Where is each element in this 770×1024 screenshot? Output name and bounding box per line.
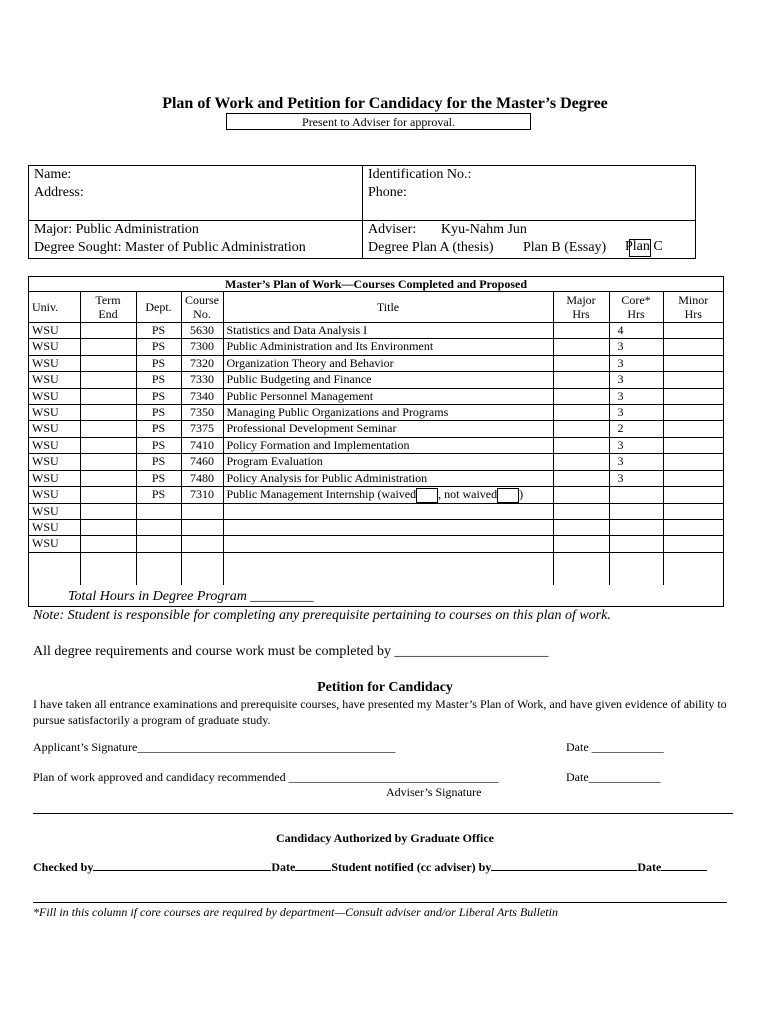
minor-hrs-cell[interactable] — [663, 323, 723, 339]
course-no-cell[interactable]: 7330 — [181, 372, 223, 388]
col-core: Core* Hrs — [609, 292, 663, 323]
course-title-cell[interactable]: Managing Public Organizations and Programs — [223, 404, 553, 420]
table-row — [29, 404, 723, 420]
footnote: *Fill in this column if core courses are required by department—Consult adviser and/or Liberal Arts Bulletin — [33, 905, 558, 919]
course-no-cell[interactable] — [181, 503, 223, 519]
total-hours[interactable]: Total Hours in Degree Program _________ — [68, 589, 314, 604]
page-title: Plan of Work and Petition for Candidacy for the Master’s Degree — [162, 95, 608, 112]
table-row — [29, 323, 723, 339]
core-hrs-cell[interactable]: 2 — [609, 421, 663, 437]
term-cell[interactable] — [80, 520, 136, 536]
univ-cell[interactable]: WSU — [29, 437, 80, 453]
core-hrs-cell[interactable]: 3 — [609, 388, 663, 404]
col-course: Course No. — [181, 292, 223, 323]
graduate-office-line — [33, 860, 707, 875]
core-hrs-cell[interactable]: 3 — [609, 372, 663, 388]
plan-of-work-table — [28, 276, 724, 607]
minor-hrs-cell[interactable] — [663, 355, 723, 371]
term-cell[interactable] — [80, 339, 136, 355]
univ-cell[interactable]: WSU — [29, 372, 80, 388]
col-major: Major Hrs — [553, 292, 609, 323]
dept-cell[interactable] — [136, 536, 181, 552]
notified-label: Student notified (cc adviser) by — [331, 860, 492, 874]
divider — [33, 813, 733, 814]
plan-c-checkbox[interactable] — [629, 239, 651, 257]
major-hrs-cell[interactable] — [553, 323, 609, 339]
applicant-date[interactable]: Date ____________ — [566, 740, 664, 754]
course-title-cell[interactable] — [223, 520, 553, 536]
petition-text: I have taken all entrance examinations and prerequisite courses, have presented my Master’s Plan of Work, and have given evidence of ability to pursue satisfactorily a program of graduate study. — [33, 697, 727, 727]
adviser-name: Kyu-Nahm Jun — [441, 222, 527, 237]
not-waived-checkbox[interactable] — [497, 488, 519, 503]
course-title-cell[interactable]: Statistics and Data Analysis I — [223, 323, 553, 339]
univ-cell[interactable]: WSU — [29, 503, 80, 519]
univ-cell[interactable]: WSU — [29, 536, 80, 552]
dept-cell[interactable]: PS — [136, 404, 181, 420]
course-no-cell[interactable]: 7480 — [181, 470, 223, 486]
id-field[interactable]: Identification No.: — [368, 167, 472, 182]
univ-cell[interactable]: WSU — [29, 520, 80, 536]
term-cell[interactable] — [80, 536, 136, 552]
course-no-cell[interactable] — [181, 520, 223, 536]
course-no-cell[interactable]: 7320 — [181, 355, 223, 371]
approval-signature[interactable]: Plan of work approved and candidacy recommended ___________________________________ — [33, 770, 499, 784]
adviser-signature-label: Adviser’s Signature — [386, 785, 482, 799]
date-b-label: Date — [637, 860, 662, 874]
adviser-label: Adviser: — [368, 222, 417, 237]
univ-cell[interactable]: WSU — [29, 470, 80, 486]
course-title-cell[interactable] — [223, 536, 553, 552]
term-cell[interactable] — [80, 372, 136, 388]
course-title-cell[interactable]: Policy Formation and Implementation — [223, 437, 553, 453]
course-title-cell[interactable]: Policy Analysis for Public Administration — [223, 470, 553, 486]
core-hrs-cell[interactable] — [609, 486, 663, 503]
table-row — [29, 339, 723, 355]
course-no-cell[interactable]: 7350 — [181, 404, 223, 420]
plan-caption: Master’s Plan of Work—Courses Completed and Proposed — [29, 277, 723, 292]
internship-close: ) — [519, 486, 524, 501]
core-hrs-cell[interactable]: 3 — [609, 339, 663, 355]
table-row — [29, 503, 723, 519]
dept-cell[interactable]: PS — [136, 323, 181, 339]
date-a-label: Date — [271, 860, 296, 874]
major-hrs-cell[interactable] — [553, 404, 609, 420]
major-hrs-cell[interactable] — [553, 503, 609, 519]
minor-hrs-cell[interactable] — [663, 536, 723, 552]
univ-cell[interactable]: WSU — [29, 404, 80, 420]
course-title-cell[interactable] — [223, 486, 553, 503]
dept-cell[interactable]: PS — [136, 372, 181, 388]
term-cell[interactable] — [80, 421, 136, 437]
minor-hrs-cell[interactable] — [663, 437, 723, 453]
univ-cell[interactable]: WSU — [29, 323, 80, 339]
col-univ: Univ. — [29, 292, 80, 323]
dept-cell[interactable] — [136, 520, 181, 536]
dept-cell[interactable]: PS — [136, 437, 181, 453]
term-cell[interactable] — [80, 470, 136, 486]
table-row — [29, 536, 723, 552]
minor-hrs-cell[interactable] — [663, 470, 723, 486]
course-title-cell[interactable]: Public Administration and Its Environment — [223, 339, 553, 355]
col-minor: Minor Hrs — [663, 292, 723, 323]
plan-a-option[interactable]: Degree Plan A (thesis) — [368, 240, 494, 255]
major-hrs-cell[interactable] — [553, 388, 609, 404]
univ-cell[interactable]: WSU — [29, 355, 80, 371]
dept-cell[interactable]: PS — [136, 470, 181, 486]
table-row — [29, 437, 723, 453]
date-b-field[interactable] — [661, 870, 707, 871]
table-row — [29, 520, 723, 536]
course-title-cell[interactable]: Public Personnel Management — [223, 388, 553, 404]
completion-deadline[interactable]: All degree requirements and course work must be completed by ______________________ — [33, 644, 549, 659]
table-row — [29, 470, 723, 486]
term-cell[interactable] — [80, 437, 136, 453]
major-hrs-cell[interactable] — [553, 454, 609, 470]
minor-hrs-cell[interactable] — [663, 520, 723, 536]
dept-cell[interactable]: PS — [136, 388, 181, 404]
core-hrs-cell[interactable]: 4 — [609, 323, 663, 339]
major-hrs-cell[interactable] — [553, 470, 609, 486]
checked-by-field[interactable] — [93, 870, 271, 871]
notified-field[interactable] — [491, 870, 637, 871]
term-cell[interactable] — [80, 503, 136, 519]
minor-hrs-cell[interactable] — [663, 421, 723, 437]
course-no-cell[interactable]: 7340 — [181, 388, 223, 404]
term-cell[interactable] — [80, 454, 136, 470]
table-row — [29, 486, 723, 503]
minor-hrs-cell[interactable] — [663, 339, 723, 355]
subtitle-box: Present to Adviser for approval. — [226, 113, 531, 130]
course-no-cell[interactable]: 7410 — [181, 437, 223, 453]
table-row — [29, 355, 723, 371]
student-info-box — [28, 165, 696, 259]
plan-c-label: Plan C — [625, 239, 663, 254]
core-hrs-cell[interactable]: 3 — [609, 404, 663, 420]
minor-hrs-cell[interactable] — [663, 372, 723, 388]
term-cell[interactable] — [80, 486, 136, 503]
petition-heading: Petition for Candidacy — [317, 680, 453, 695]
course-no-cell[interactable]: 7375 — [181, 421, 223, 437]
core-hrs-cell[interactable] — [609, 536, 663, 552]
course-title-cell[interactable]: Professional Development Seminar — [223, 421, 553, 437]
major-hrs-cell[interactable] — [553, 372, 609, 388]
univ-cell[interactable]: WSU — [29, 339, 80, 355]
dept-cell[interactable]: PS — [136, 486, 181, 503]
term-cell[interactable] — [80, 388, 136, 404]
minor-hrs-cell[interactable] — [663, 454, 723, 470]
table-row — [29, 372, 723, 388]
divider — [33, 902, 727, 903]
minor-hrs-cell[interactable] — [663, 388, 723, 404]
major-hrs-cell[interactable] — [553, 536, 609, 552]
course-title-cell[interactable] — [223, 503, 553, 519]
not-waived-label: , not waived — [438, 486, 498, 501]
major-hrs-cell[interactable] — [553, 421, 609, 437]
core-hrs-cell[interactable] — [609, 503, 663, 519]
dept-cell[interactable]: PS — [136, 421, 181, 437]
major-field: Major: Public Administration — [34, 222, 199, 237]
col-dept: Dept. — [136, 292, 181, 323]
term-cell[interactable] — [80, 323, 136, 339]
term-cell[interactable] — [80, 355, 136, 371]
dept-cell[interactable] — [136, 503, 181, 519]
checked-by-label: Checked by — [33, 860, 94, 874]
note: Note: Student is responsible for completing any prerequisite pertaining to courses on this plan of work. — [33, 608, 611, 623]
table-row — [29, 454, 723, 470]
core-hrs-cell[interactable]: 3 — [609, 470, 663, 486]
minor-hrs-cell[interactable] — [663, 503, 723, 519]
core-hrs-cell[interactable]: 3 — [609, 437, 663, 453]
major-hrs-cell[interactable] — [553, 339, 609, 355]
univ-cell[interactable]: WSU — [29, 421, 80, 437]
course-no-cell[interactable]: 7460 — [181, 454, 223, 470]
major-hrs-cell[interactable] — [553, 520, 609, 536]
table-row — [29, 388, 723, 404]
address-field[interactable]: Address: — [34, 185, 84, 200]
univ-cell[interactable]: WSU — [29, 454, 80, 470]
core-hrs-cell[interactable]: 3 — [609, 454, 663, 470]
course-no-cell[interactable]: 7310 — [181, 486, 223, 503]
univ-cell[interactable]: WSU — [29, 388, 80, 404]
minor-hrs-cell[interactable] — [663, 486, 723, 503]
date-a-field[interactable] — [295, 870, 331, 871]
dept-cell[interactable]: PS — [136, 339, 181, 355]
dept-cell[interactable]: PS — [136, 355, 181, 371]
approval-date[interactable]: Date____________ — [566, 770, 661, 784]
phone-field[interactable]: Phone: — [368, 185, 407, 200]
col-term: Term End — [80, 292, 136, 323]
name-field[interactable]: Name: — [34, 167, 72, 182]
course-title-cell[interactable]: Public Budgeting and Finance — [223, 372, 553, 388]
course-title-cell[interactable]: Organization Theory and Behavior — [223, 355, 553, 371]
univ-cell[interactable]: WSU — [29, 486, 80, 503]
table-row — [29, 421, 723, 437]
col-title: Title — [223, 292, 553, 323]
graduate-office-heading: Candidacy Authorized by Graduate Office — [276, 831, 494, 845]
course-no-cell[interactable] — [181, 536, 223, 552]
course-no-cell[interactable]: 5630 — [181, 323, 223, 339]
plan-b-option[interactable]: Plan B (Essay) — [523, 240, 607, 255]
course-title-cell[interactable]: Program Evaluation — [223, 454, 553, 470]
internship-label: Public Management Internship (waived — [226, 486, 417, 501]
term-cell[interactable] — [80, 404, 136, 420]
core-hrs-cell[interactable]: 3 — [609, 355, 663, 371]
minor-hrs-cell[interactable] — [663, 404, 723, 420]
dept-cell[interactable]: PS — [136, 454, 181, 470]
major-hrs-cell[interactable] — [553, 437, 609, 453]
degree-field: Degree Sought: Master of Public Administration — [34, 240, 306, 255]
major-hrs-cell[interactable] — [553, 486, 609, 503]
core-hrs-cell[interactable] — [609, 520, 663, 536]
waived-checkbox[interactable] — [416, 488, 438, 503]
course-no-cell[interactable]: 7300 — [181, 339, 223, 355]
major-hrs-cell[interactable] — [553, 355, 609, 371]
applicant-signature[interactable]: Applicant’s Signature___________________________________________ — [33, 740, 396, 754]
